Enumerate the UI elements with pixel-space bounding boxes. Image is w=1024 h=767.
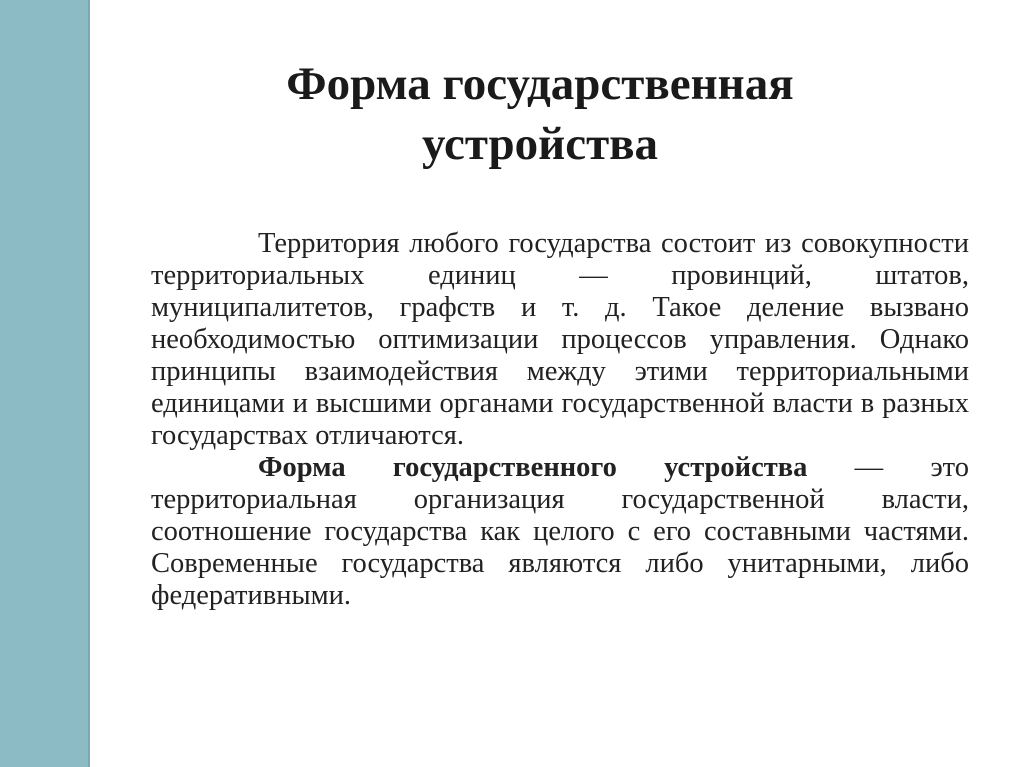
definition-term: Форма государственного устройства (258, 452, 808, 483)
title-line-1: Форма государственная (286, 58, 794, 110)
slide-title (140, 54, 940, 174)
slide-body (151, 228, 969, 612)
paragraph-1: Территория любого государства состоит из совокупности территориальных единиц — провинций, штатов, муниципалитетов, графств и т. д. Такое деление вызвано необходимостью оптимизации процессов управления. Однако принципы взаимодействия между этими территориальными единицами и высшими органами государственной власти в разных государствах отличаются. (151, 228, 969, 451)
title-line-2: устройства (421, 118, 659, 170)
definition-text: — это территориальная организация государственной власти, соотношение государства как целого с его составными частями. Современные государства являются либо унитарными, либо федеративными. (151, 452, 970, 611)
paragraph-2 (151, 452, 969, 612)
left-accent-bar (0, 0, 90, 767)
